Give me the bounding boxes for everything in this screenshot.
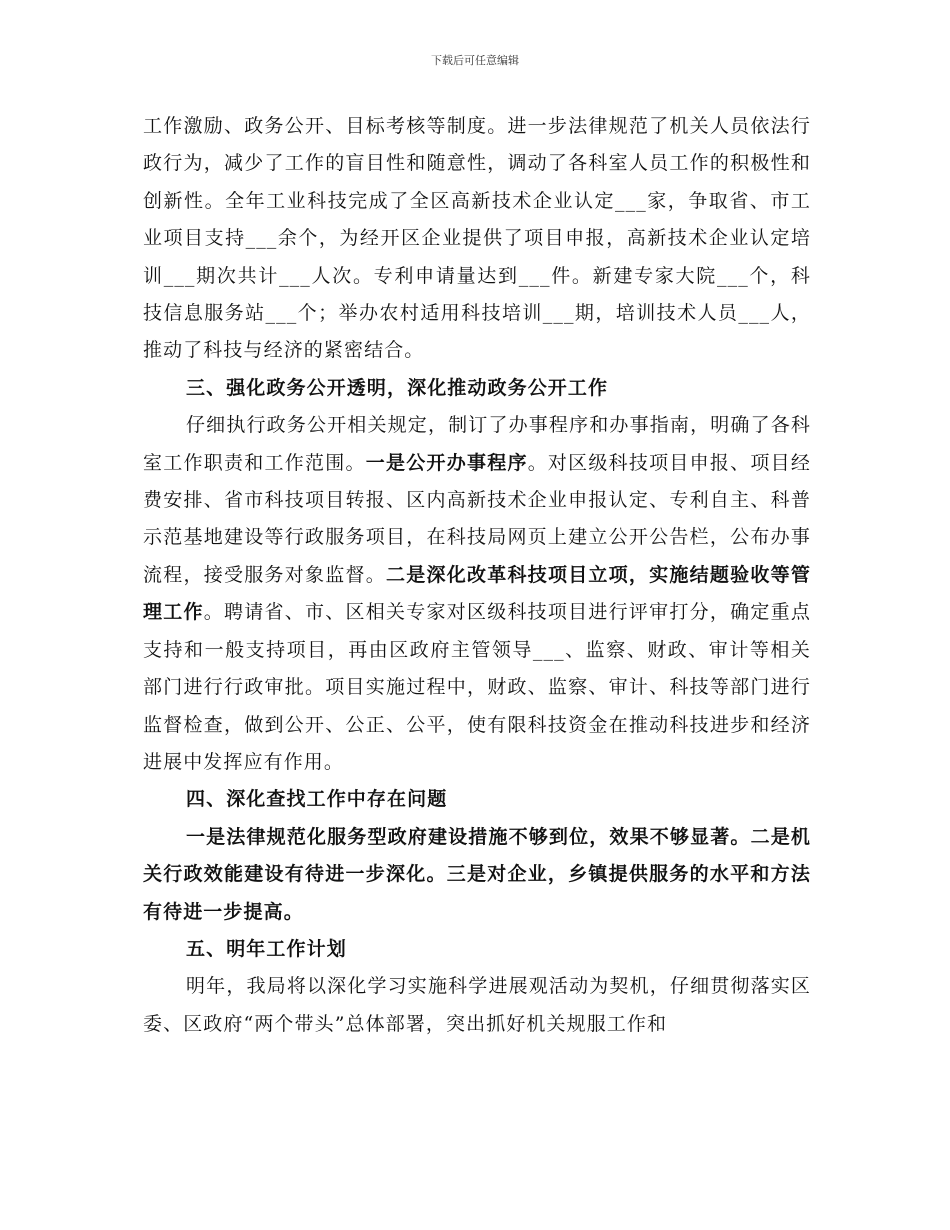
section-heading-4: 四、深化查找工作中存在问题 bbox=[186, 788, 448, 811]
section-heading-5: 五、明年工作计划 bbox=[186, 937, 347, 960]
paragraph-text: 仔细执行政务公开相关规定，制订了办事程序和办事指南，明确了各科室工作职责和工作范围。 bbox=[143, 414, 811, 474]
paragraph-work-results: 工作激励、政务公开、目标考核等制度。进一步法律规范了机关人员依法行政行为，减少了工作的盲目性和随意性，调动了各科室人员工作的积极性和创新性。全年工业科技完成了全区高新技术企业认定___家，争取省、市工业项目支持___余个，为经开区企业提供了项目申报，高新技术企业认定培训___期次共计___人次。专利申请量达到___件。新建专家大院___个，科技信息服务站___个；举办农村适用科技培训___期，培训技术人员___人，推动了科技与经济的紧密结合。 bbox=[143, 115, 811, 362]
paragraph-text: 。对区级科技项目申报、项目经费安排、省市科技项目转报、区内高新技术企业申报认定、专利自主、科普示范基地建设等行政服务项目，在科技局网页上建立公开公告栏，公布办事流程，接受服务对象监督。 bbox=[143, 451, 811, 586]
document-body bbox=[143, 108, 811, 1043]
bold-point-1: 一是公开办事程序 bbox=[365, 451, 528, 474]
paragraph-problems: 一是法律规范化服务型政府建设措施不够到位，效果不够显著。二是机关行政效能建设有待进一步深化。三是对企业，乡镇提供服务的水平和方法有待进一步提高。 bbox=[143, 825, 811, 923]
bold-point-2: 二是深化改革科技项目立项，实施结题验收等管理工作 bbox=[143, 563, 811, 624]
paragraph-text: 。聘请省、市、区相关专家对区级科技项目进行评审打分，确定重点支持和一般支持项目，再由区政府主管领导___、监察、财政、审计等相关部门进行行政审批。项目实施过程中，财政、监察、审计、科技等部门进行监督检查，做到公开、公正、公平，使有限科技资金在推动科技进步和经济进展中发挥应有作用。 bbox=[143, 601, 811, 773]
page-header: 下载后可任意编辑 bbox=[431, 54, 519, 67]
paragraph-transparency bbox=[143, 407, 811, 781]
section-heading-3: 三、强化政务公开透明，深化推动政务公开工作 bbox=[186, 376, 609, 399]
paragraph-next-year-plan: 明年，我局将以深化学习实施科学进展观活动为契机，仔细贯彻落实区委、区政府“两个带头”总体部署，突出抓好机关规服工作和 bbox=[143, 975, 811, 1035]
